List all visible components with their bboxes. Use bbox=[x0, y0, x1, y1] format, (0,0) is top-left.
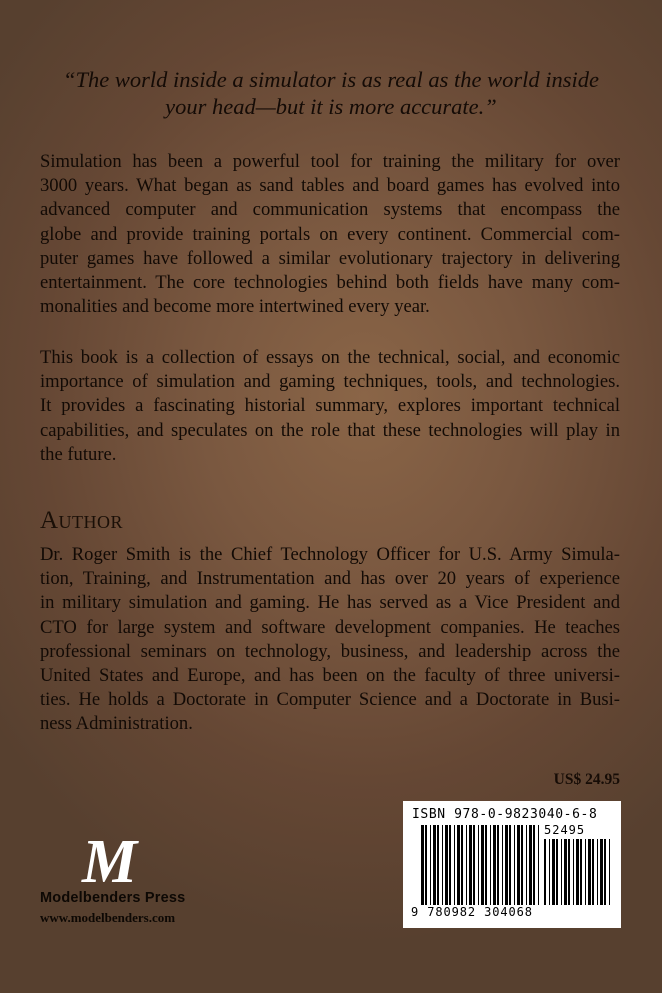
author-bio bbox=[40, 543, 620, 737]
text-line: importance of simulation and gaming techniques, tools, and technologies. bbox=[40, 371, 620, 393]
barcode-bar bbox=[430, 825, 431, 905]
barcode-bar bbox=[509, 825, 511, 905]
publisher-website: www.modelbenders.com bbox=[40, 910, 176, 925]
barcode-bar bbox=[529, 825, 532, 905]
barcode-bar bbox=[437, 825, 439, 905]
barcode-bar bbox=[533, 825, 535, 905]
ean-digits: 9 780982 304068 bbox=[411, 905, 533, 919]
barcode-bar bbox=[433, 825, 436, 905]
barcode-bar bbox=[514, 825, 515, 905]
text-line: tion, Training, and Instrumentation and has over 20 years of experience bbox=[40, 568, 620, 590]
barcode-bar bbox=[493, 825, 496, 905]
text-line: monalities and become more intertwined every year. bbox=[40, 296, 430, 318]
barcode-bar bbox=[457, 825, 460, 905]
barcode-bar bbox=[538, 825, 539, 905]
text-line: the future. bbox=[40, 443, 117, 465]
text-line: 3000 years. What began as sand tables and board games has evolved into bbox=[40, 175, 620, 197]
price-label: US$ 24.95 bbox=[553, 771, 620, 788]
text-line: in military simulation and gaming. He has served as a Vice President and bbox=[40, 592, 620, 614]
barcode-bar bbox=[561, 839, 562, 905]
author-heading: Author bbox=[40, 507, 124, 534]
text-line: ties. He holds a Doctorate in Computer Science and a Doctorate in Busi- bbox=[40, 689, 620, 711]
barcode-bar bbox=[485, 825, 487, 905]
text-line: puter games have followed a similar evolutionary trajectory in delivering bbox=[40, 247, 620, 269]
barcode-bar bbox=[544, 839, 546, 905]
barcode-bar bbox=[588, 839, 591, 905]
description-paragraph-1 bbox=[40, 150, 620, 319]
barcode-bar bbox=[454, 825, 455, 905]
quote-line: “The world inside a simulator is as real as the world inside bbox=[62, 67, 600, 92]
barcode-bar bbox=[568, 839, 570, 905]
isbn-label: ISBN 978-0-9823040-6-8 bbox=[412, 807, 598, 822]
barcode-bar bbox=[421, 825, 424, 905]
barcode-bar bbox=[549, 839, 550, 905]
text-line: Simulation has been a powerful tool for training the military for over bbox=[40, 151, 620, 172]
addon-digits: 52495 bbox=[544, 823, 586, 837]
barcode-bar bbox=[552, 839, 555, 905]
barcode-bar bbox=[585, 839, 586, 905]
text-line: professional seminars on technology, business, and leadership across the bbox=[40, 640, 620, 662]
publisher-name: Modelbenders Press bbox=[40, 890, 186, 906]
text-line: ness Administration. bbox=[40, 713, 193, 735]
barcode-bar bbox=[478, 825, 479, 905]
barcode-bar bbox=[521, 825, 523, 905]
barcode-bar bbox=[442, 825, 443, 905]
barcode-bar bbox=[449, 825, 451, 905]
text-line: CTO for large system and software development companies. He teaches bbox=[40, 616, 620, 638]
barcode-bar bbox=[576, 839, 579, 905]
barcode-bar bbox=[490, 825, 491, 905]
barcode-bar bbox=[580, 839, 582, 905]
barcode-bar bbox=[597, 839, 598, 905]
text-line: entertainment. The core technologies behind both fields have many com- bbox=[40, 272, 620, 294]
logo-letter: M bbox=[82, 830, 138, 888]
barcode-bar bbox=[425, 825, 427, 905]
text-line: capabilities, and speculates on the role that these technologies will play in bbox=[40, 419, 620, 441]
barcode-bar bbox=[466, 825, 467, 905]
description-paragraph-2 bbox=[40, 346, 620, 467]
text-line: Dr. Roger Smith is the Chief Technology Officer for U.S. Army Simula- bbox=[40, 544, 620, 565]
barcode-bar bbox=[505, 825, 508, 905]
text-line: It provides a fascinating historial summary, explores important technical bbox=[40, 395, 620, 417]
barcode-bar bbox=[600, 839, 603, 905]
barcode-bar bbox=[469, 825, 472, 905]
barcode-bar bbox=[481, 825, 484, 905]
quote-line: your head—but it is more accurate.” bbox=[165, 94, 497, 119]
barcode-bar bbox=[502, 825, 503, 905]
barcode-bar bbox=[592, 839, 594, 905]
barcode-bar bbox=[526, 825, 527, 905]
barcode-bar bbox=[461, 825, 463, 905]
text-line: This book is a collection of essays on the technical, social, and economic bbox=[40, 347, 620, 368]
barcode-bar bbox=[609, 839, 610, 905]
text-line: globe and provide training portals on every continent. Commercial com- bbox=[40, 223, 620, 245]
barcode-bar bbox=[556, 839, 558, 905]
barcode-bar bbox=[604, 839, 606, 905]
barcode-bar bbox=[573, 839, 574, 905]
barcode-bar bbox=[564, 839, 567, 905]
barcode-bar bbox=[473, 825, 475, 905]
isbn-barcode bbox=[403, 801, 621, 928]
text-line: advanced computer and communication systems that encompass the bbox=[40, 199, 620, 221]
barcode-bar bbox=[497, 825, 499, 905]
publisher-logo bbox=[78, 830, 150, 888]
text-line: United States and Europe, and has been on the faculty of three universi- bbox=[40, 665, 620, 687]
epigraph-quote bbox=[40, 66, 622, 120]
barcode-bar bbox=[517, 825, 520, 905]
barcode-bar bbox=[445, 825, 448, 905]
